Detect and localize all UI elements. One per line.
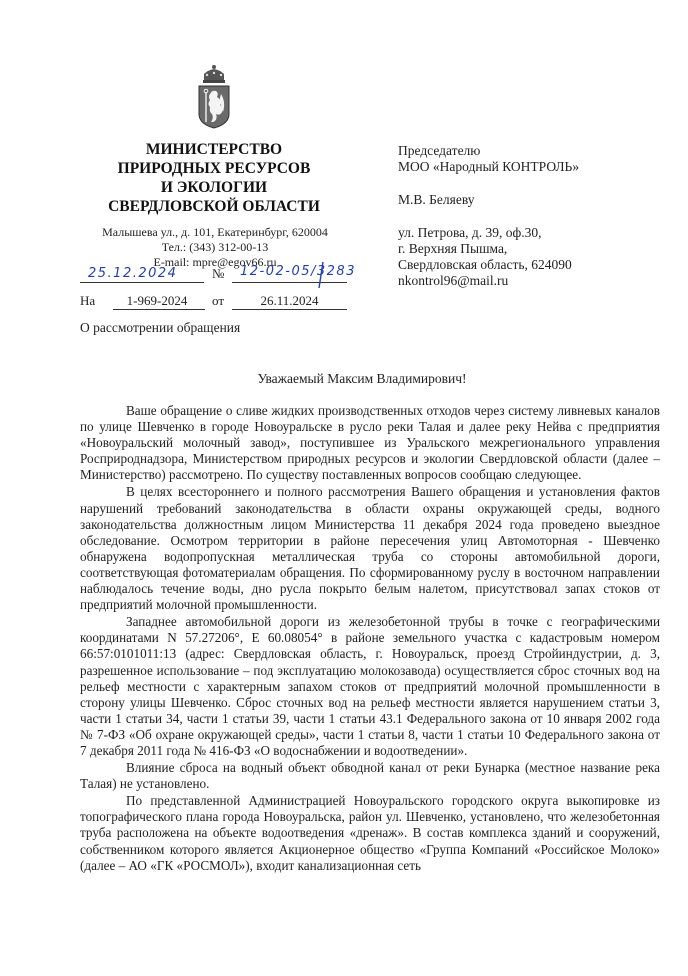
outgoing-number: 12-02-05/3283 (240, 264, 356, 279)
addressee-title: Председателю (398, 143, 481, 158)
addressee-name: М.В. Беляеву (398, 192, 475, 207)
body-paragraph: В целях всестороннего и полного рассмотрения Вашего обращения и установления фактов нарушений требований законодательства в области охраны окружающей среды, водного законодательства должностным лицом Министерства 11 декабря 2024 года проведено выездное обследование. Осмотром территории в районе пересечения улиц Автомоторная - Шевченко обнаружена водопропускная металлическая труба со стороны автомобильной дороги, соответствующая фотоматериалам обращения. По сформированному руслу в восточном направлении наблюдалось течение воды, дно русла покрыто белым налетом, присутствовал запах стоков от предприятий молочной промышленности. (80, 484, 660, 613)
ref-number-underline (113, 309, 205, 310)
ministry-line: ПРИРОДНЫХ РЕСУРСОВ (117, 160, 311, 177)
addressee-organization: МОО «Народный КОНТРОЛЬ» (398, 159, 580, 174)
ministry-line: И ЭКОЛОГИИ (160, 179, 268, 196)
ministry-email: E-mail: mpre@egov66.ru (153, 255, 277, 269)
coat-of-arms-icon (196, 64, 232, 130)
ref-from-label: от (212, 293, 225, 308)
ministry-line: МИНИСТЕРСТВО (145, 141, 283, 158)
ministry-phone: Тел.: (343) 312-00-13 (161, 240, 269, 254)
ref-date: 26.11.2024 (260, 293, 319, 308)
ministry-line: СВЕРДЛОВСКОЙ ОБЛАСТИ (108, 198, 320, 215)
number-underline (232, 282, 347, 283)
body-paragraph: Западнее автомобильной дороги из железобетонной трубы в точке с географическими координатами N 57.27206°, E 60.08054° в районе земельного участка с кадастровым номером 66:57:0101011:13 (адрес: Свердловская область, г. Новоуральск, проезд Стройиндустрии, д. 3, разрешенное использование – под эксплуатацию молокозавода) осуществляется сброс сточных вод на рельеф местности с характерным запахом стоков от предприятий молочной промышленности в сторону улицы Шевченко. Сброс сточных вод на рельеф местности является нарушением статьи 3, части 1 статьи 34, части 1 статьи 39, части 1 статьи 43.1 Федерального закона от 10 января 2002 года № 7-ФЗ «Об охране окружающей среды», части 1 статьи 8, части 1 статьи 10 Федерального закона от 7 декабря 2011 года № 416-ФЗ «О водоснабжении и водоотведении». (80, 614, 660, 758)
ref-label: На (80, 293, 96, 308)
ministry-address: Малышева ул., д. 101, Екатеринбург, 620004 (102, 225, 328, 239)
addressee-street: ул. Петрова, д. 39, оф.30, (398, 225, 542, 240)
ref-number: 1-969-2024 (126, 293, 188, 308)
body-paragraph: Влияние сброса на водный объект обводной канал от реки Бунарка (местное название река Талая) не установлено. (80, 760, 660, 792)
addressee-region: Свердловская область, 624090 (398, 257, 572, 272)
body-paragraph: Ваше обращение о сливе жидких производственных отходов через систему ливневых каналов по улице Шевченко в городе Новоуральске в русло реки Талая и далее реку Нейва с предприятия «Новоуральский молочный завод», поступившее из Уральского межрегионального управления Росприроднадзора, Министерством природных ресурсов и экологии Свердловской области (далее – Министерство) рассмотрено. По существу поставленных вопросов сообщаю следующее. (80, 403, 660, 483)
greeting: Уважаемый Максим Владимирович! (257, 371, 467, 386)
handwritten-slash-mark (316, 260, 326, 290)
number-label: № (212, 266, 225, 281)
letter-subject: О рассмотрении обращения (80, 320, 241, 335)
addressee-city: г. Верхняя Пышма, (398, 241, 508, 256)
body-paragraph: По представленной Администрацией Новоуральского городского округа выкопировке из топографического плана города Новоуральска, район ул. Шевченко, установлено, что железобетонная труба расположена на объекте водоотведения «дренаж». В состав комплекса зданий и сооружений, собственником которого является Акционерное общество «Группа Компаний «Российское Молоко» (далее – АО «ГК «РОСМОЛ»), входит канализационная сеть (80, 793, 660, 873)
letter-body (80, 403, 660, 874)
date-underline (80, 282, 204, 283)
outgoing-date: 25.12.2024 (88, 266, 178, 281)
ref-date-underline (232, 309, 347, 310)
ministry-name (80, 140, 348, 216)
addressee-block (398, 143, 658, 289)
addressee-email: nkontrol96@mail.ru (398, 273, 509, 288)
